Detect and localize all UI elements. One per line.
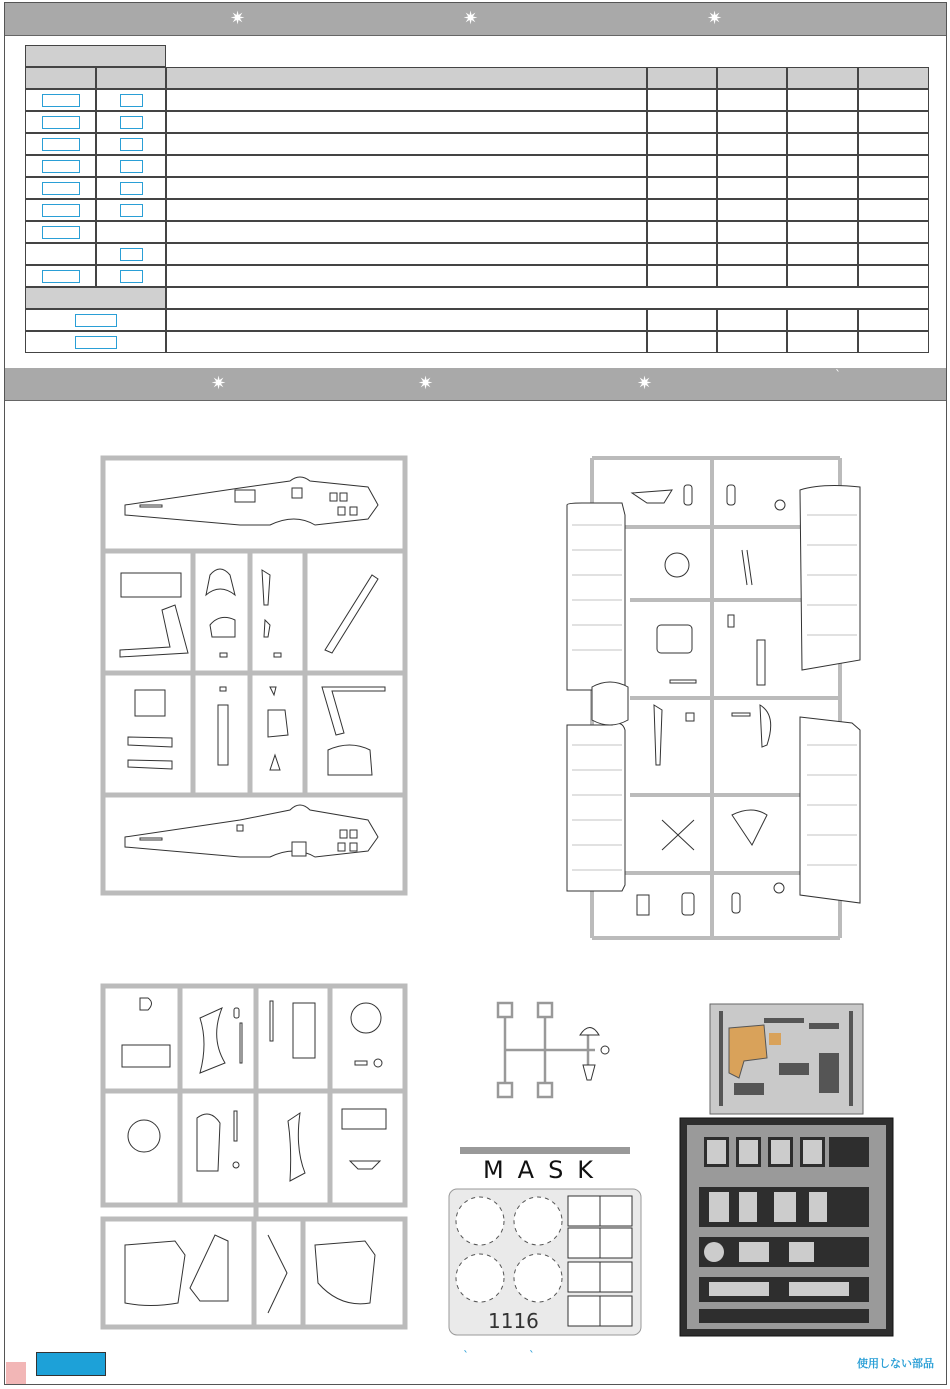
table-cell bbox=[717, 309, 787, 331]
header-bar bbox=[5, 3, 946, 36]
table-cell bbox=[166, 111, 647, 133]
table-cell bbox=[717, 221, 787, 243]
table-cell bbox=[96, 221, 166, 243]
part-number-box bbox=[42, 226, 80, 239]
table-cell bbox=[717, 111, 787, 133]
unused-parts-label: 使用しない部品 bbox=[857, 1357, 934, 1370]
table-cell bbox=[717, 177, 787, 199]
mask-bar bbox=[460, 1147, 630, 1154]
table-cell bbox=[717, 265, 787, 287]
table-cell bbox=[717, 155, 787, 177]
part-number-box bbox=[120, 116, 143, 129]
section-tick: ` bbox=[835, 368, 841, 382]
table-cell bbox=[858, 89, 929, 111]
table-cell bbox=[858, 155, 929, 177]
table-cell bbox=[858, 199, 929, 221]
table-header-cell bbox=[96, 67, 166, 89]
table-cell bbox=[787, 221, 858, 243]
part-number-box bbox=[120, 182, 143, 195]
part-number-box bbox=[120, 204, 143, 217]
table-header-cell bbox=[717, 67, 787, 89]
table-cell bbox=[858, 309, 929, 331]
table-cell bbox=[166, 133, 647, 155]
part-number-box bbox=[42, 94, 80, 107]
header-star-icon: ✷ bbox=[707, 8, 723, 29]
table-group-spacer bbox=[166, 287, 929, 309]
mask-number: 1116 bbox=[488, 1309, 539, 1333]
table-cell bbox=[787, 111, 858, 133]
table-cell bbox=[166, 309, 647, 331]
footer-blue-box bbox=[36, 1352, 106, 1376]
table-cell bbox=[858, 331, 929, 353]
table-cell bbox=[717, 331, 787, 353]
table-cell bbox=[166, 89, 647, 111]
part-number-box bbox=[75, 336, 117, 349]
table-group-header bbox=[25, 287, 166, 309]
table-cell bbox=[787, 133, 858, 155]
table-cell bbox=[647, 243, 717, 265]
table-cell bbox=[647, 89, 717, 111]
table-header-group bbox=[25, 45, 166, 67]
part-number-box bbox=[42, 160, 80, 173]
part-number-box bbox=[120, 160, 143, 173]
table-cell bbox=[787, 199, 858, 221]
table-header-cell bbox=[787, 67, 858, 89]
part-number-box bbox=[42, 204, 80, 217]
sprue-d bbox=[495, 1000, 615, 1105]
table-cell bbox=[787, 155, 858, 177]
table-cell bbox=[647, 199, 717, 221]
table-cell bbox=[858, 265, 929, 287]
table-cell bbox=[166, 177, 647, 199]
part-number-box bbox=[42, 182, 80, 195]
table-cell bbox=[647, 309, 717, 331]
section-bar bbox=[5, 368, 946, 401]
part-number-box bbox=[42, 138, 80, 151]
part-number-box bbox=[75, 314, 117, 327]
sprue-a bbox=[100, 455, 408, 897]
table-header-cell bbox=[25, 67, 96, 89]
table-header-cell bbox=[647, 67, 717, 89]
section-star-icon: ✷ bbox=[418, 373, 434, 394]
part-number-box bbox=[120, 248, 143, 261]
table-cell bbox=[787, 331, 858, 353]
table-cell bbox=[166, 243, 647, 265]
table-cell bbox=[717, 89, 787, 111]
table-cell bbox=[787, 243, 858, 265]
table-cell bbox=[166, 199, 647, 221]
part-number-box bbox=[120, 270, 143, 283]
table-header-cell bbox=[166, 67, 647, 89]
table-cell bbox=[787, 309, 858, 331]
table-cell bbox=[858, 177, 929, 199]
table-cell bbox=[647, 111, 717, 133]
header-star-icon: ✷ bbox=[463, 8, 479, 29]
corner-mark bbox=[6, 1362, 26, 1384]
table-cell bbox=[647, 331, 717, 353]
table-cell bbox=[166, 331, 647, 353]
table-cell bbox=[787, 177, 858, 199]
photo-etch-sheet bbox=[679, 1117, 894, 1337]
table-cell bbox=[647, 177, 717, 199]
table-cell bbox=[647, 221, 717, 243]
part-number-box bbox=[120, 138, 143, 151]
sprue-c bbox=[100, 983, 408, 1333]
table-cell bbox=[25, 243, 96, 265]
sprue-b bbox=[562, 455, 864, 943]
table-cell bbox=[166, 221, 647, 243]
table-cell bbox=[647, 265, 717, 287]
mask-title: MASK bbox=[482, 1156, 608, 1184]
section-star-icon: ✷ bbox=[637, 373, 653, 394]
table-cell bbox=[166, 155, 647, 177]
table-cell bbox=[858, 133, 929, 155]
table-cell bbox=[717, 243, 787, 265]
mask-sheet bbox=[448, 1188, 642, 1336]
photo-etch-color bbox=[709, 1003, 864, 1115]
table-cell bbox=[166, 265, 647, 287]
footer-ticks: ` ` bbox=[463, 1349, 563, 1363]
table-cell bbox=[647, 133, 717, 155]
part-number-box bbox=[42, 116, 80, 129]
table-header-cell bbox=[858, 67, 929, 89]
table-cell bbox=[717, 199, 787, 221]
table-cell bbox=[717, 133, 787, 155]
header-star-icon: ✷ bbox=[230, 8, 246, 29]
part-number-box bbox=[120, 94, 143, 107]
table-cell bbox=[858, 221, 929, 243]
table-cell bbox=[858, 111, 929, 133]
table-cell bbox=[787, 89, 858, 111]
table-cell bbox=[787, 265, 858, 287]
section-star-icon: ✷ bbox=[211, 373, 227, 394]
table-cell bbox=[647, 155, 717, 177]
table-cell bbox=[858, 243, 929, 265]
part-number-box bbox=[42, 270, 80, 283]
